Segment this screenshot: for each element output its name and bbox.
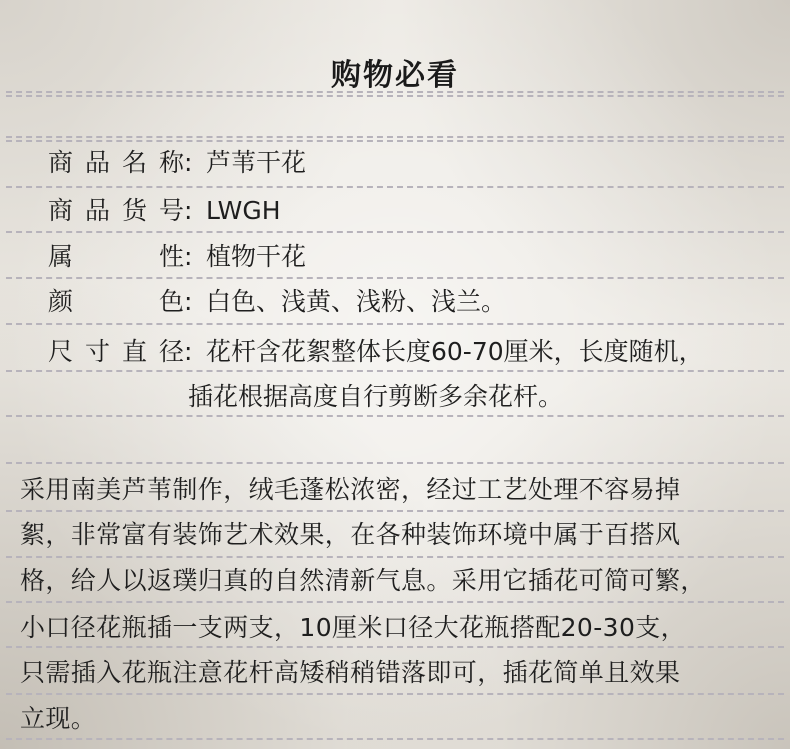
- description-line: 立现。: [20, 704, 97, 733]
- spec-row-size: [48, 335, 704, 369]
- page-title: 购物必看: [331, 58, 459, 93]
- description-line: 只需插入花瓶注意花杆高矮稍稍错落即可，插花简单且效果: [20, 658, 681, 687]
- rule-line: [6, 693, 784, 695]
- spec-colon: :: [184, 196, 193, 225]
- rule-line: [6, 556, 784, 558]
- spec-label: 商品货号: [48, 196, 184, 225]
- rule-line: [6, 601, 784, 603]
- spec-label: 商品名称: [48, 148, 184, 177]
- spec-value: 芦苇干花: [206, 148, 307, 177]
- description-line: 采用南美芦苇制作，绒毛蓬松浓密，经过工艺处理不容易掉: [20, 475, 681, 504]
- rule-line: [6, 415, 784, 417]
- rule-line: [6, 136, 784, 142]
- description-line: 小口径花瓶插一支两支，10厘米口径大花瓶搭配20-30支，: [20, 613, 687, 642]
- spec-row-sku: [48, 194, 281, 228]
- spec-row-attribute: [48, 240, 306, 274]
- spec-value: LWGH: [206, 196, 281, 225]
- description-line: 絮，非常富有装饰艺术效果，在各种装饰环境中属于百搭风: [20, 520, 681, 549]
- spec-value: 白色、浅黄、浅粉、浅兰。: [206, 287, 507, 316]
- spec-value: 花杆含花絮整体长度60-70厘米，长度随机，: [206, 337, 704, 366]
- rule-line: [6, 370, 784, 372]
- spec-row-name: [48, 146, 306, 180]
- rule-line: [6, 186, 784, 188]
- description-line: 格，给人以返璞归真的自然清新气息。采用它插花可简可繁，: [20, 566, 706, 595]
- spec-label: 颜色: [48, 287, 184, 316]
- spec-colon: :: [184, 287, 193, 316]
- spec-value-continuation: 插花根据高度自行剪断多余花杆。: [188, 382, 564, 411]
- spec-label: 尺寸直径: [48, 337, 184, 366]
- rule-line: [6, 646, 784, 648]
- rule-line: [6, 462, 784, 464]
- spec-row-color: [48, 285, 506, 319]
- spec-colon: :: [184, 242, 193, 271]
- rule-line: [6, 231, 784, 233]
- spec-label: 属性: [48, 242, 184, 271]
- spec-colon: :: [184, 337, 193, 366]
- rule-line: [6, 277, 784, 279]
- spec-colon: :: [184, 148, 193, 177]
- rule-line: [6, 323, 784, 325]
- rule-line: [6, 738, 784, 740]
- spec-value: 植物干花: [206, 242, 307, 271]
- rule-line: [6, 510, 784, 512]
